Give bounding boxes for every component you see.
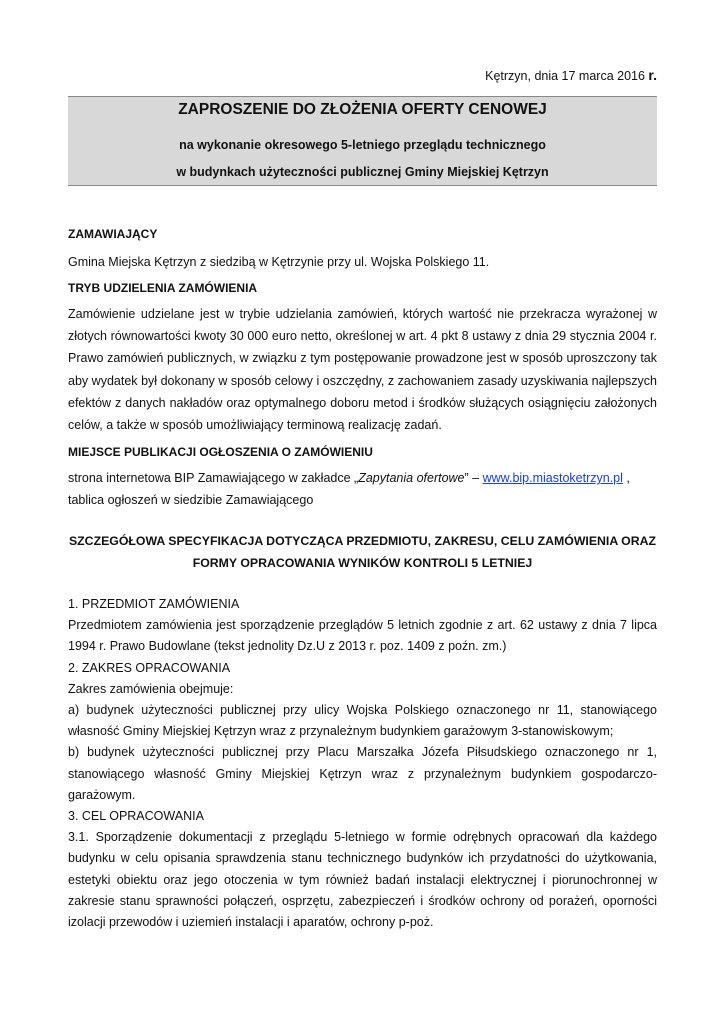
sections [68, 594, 657, 933]
document-title: ZAPROSZENIE DO ZŁOŻENIA OFERTY CENOWEJ [178, 101, 547, 118]
section-2-item-a: a) budynek użyteczności publicznej przy ulicy Wojska Polskiego oznaczonego nr 11, stanowiącego własność Gminy Miejskiej Kętrzyn wraz z przynależnym budynkiem garażowym 3-stanowiskowym; [68, 703, 657, 739]
section-2-title: 2. ZAKRES OPRACOWANIA [68, 660, 231, 675]
section-1-title: 1. PRZEDMIOT ZAMÓWIENIA [68, 597, 240, 611]
date-text: Kętrzyn, dnia 17 marca 2016 [485, 69, 649, 83]
title-box [68, 96, 657, 186]
bip-link[interactable]: www.bip.miastoketrzyn.pl [482, 471, 623, 485]
specification-heading: SZCZEGÓŁOWA SPECYFIKACJA DOTYCZĄCA PRZEDMIOTU, ZAKRESU, CELU ZAMÓWIENIA ORAZ FORMY OPRACOWANIA WYNIKÓW KONTROLI 5 LETNIEJ [68, 534, 657, 570]
section-2-item-b: b) budynek użyteczności publicznej przy Placu Marszałka Józefa Piłsudskiego oznaczonego nr 1, stanowiącego własność Gminy Miejskiej Kętrzyn wraz z przynależnym budynkiem gospodarczo-garażowym. [68, 745, 657, 802]
zamawiajacy-text: Gmina Miejska Kętrzyn z siedzibą w Kętrzynie przy ul. Wojska Polskiego 11. [68, 255, 490, 269]
document-subtitle-1: na wykonanie okresowego 5-letniego przeglądu technicznego [179, 138, 546, 152]
miejsce-line-2: tablica ogłoszeń w siedzibie Zamawiającego [68, 493, 314, 507]
zamawiajacy-heading: ZAMAWIAJĄCY [68, 227, 158, 241]
tryb-heading: TRYB UDZIELENIA ZAMÓWIENIA [68, 281, 258, 295]
tryb-text: Zamówienie udzielane jest w trybie udzielania zamówień, których wartość nie przekracza wyrażonej w złotych równowartości kwoty 30 000 euro netto, określonej w art. 4 pkt 8 ustawy z dnia 29 stycznia 2004 r. Prawo zamówień publicznych, w związku z tym postępowanie prowadzone jest w sposób uproszczony tak aby wydatek był dokonany w sposób celowy i oszczędny, z zachowaniem zasady uzyskiwania najlepszych efektów z danych nakładów oraz optymalnego doboru metod i środków służących osiągnięciu założonych celów, a także w sposób umożliwiający terminową realizację zadań. [68, 307, 657, 433]
document-date [485, 67, 657, 83]
section-3-title: 3. CEL OPRACOWANIA [68, 809, 204, 824]
document-subtitle-2: w budynkach użyteczności publicznej Gminy Miejskiej Kętrzyn [176, 165, 549, 179]
section-1-text: Przedmiotem zamówienia jest sporządzenie przeglądów 5 letnich zgodnie z art. 62 ustawy z dnia 7 lipca 1994 r. Prawo Budowlane (tekst jednolity Dz.U z 2013 r. poz. 1409 z poźn. zm.) [68, 618, 657, 654]
date-suffix: r. [648, 67, 657, 83]
section-3-text: 3.1. Sporządzenie dokumentacji z przeglądu 5-letniego w formie odrębnych opracowań dla każdego budynku w celu opisania sprawdzenia stanu technicznego budynków ich przydatności do użytkowania, estetyki obiektu oraz jego otoczenia w tym również badań instalacji elektrycznej i piorunochronnej w zakresie stanu sprawności połączeń, osprzętu, zabezpieczeń i środków ochrony od porażeń, oporności izolacji przewodów i uziemień instalacji i aparatów, ochrony p-poż. [68, 830, 657, 930]
section-2-intro: Zakres zamówienia obejmuje: [68, 681, 234, 696]
miejsce-heading: MIEJSCE PUBLIKACJI OGŁOSZENIA O ZAMÓWIENIU [68, 445, 373, 459]
miejsce-line-1: strona internetowa BIP Zamawiającego w zakładce „Zapytania ofertowe” – www.bip.miastoketrzyn.pl , [68, 471, 630, 485]
